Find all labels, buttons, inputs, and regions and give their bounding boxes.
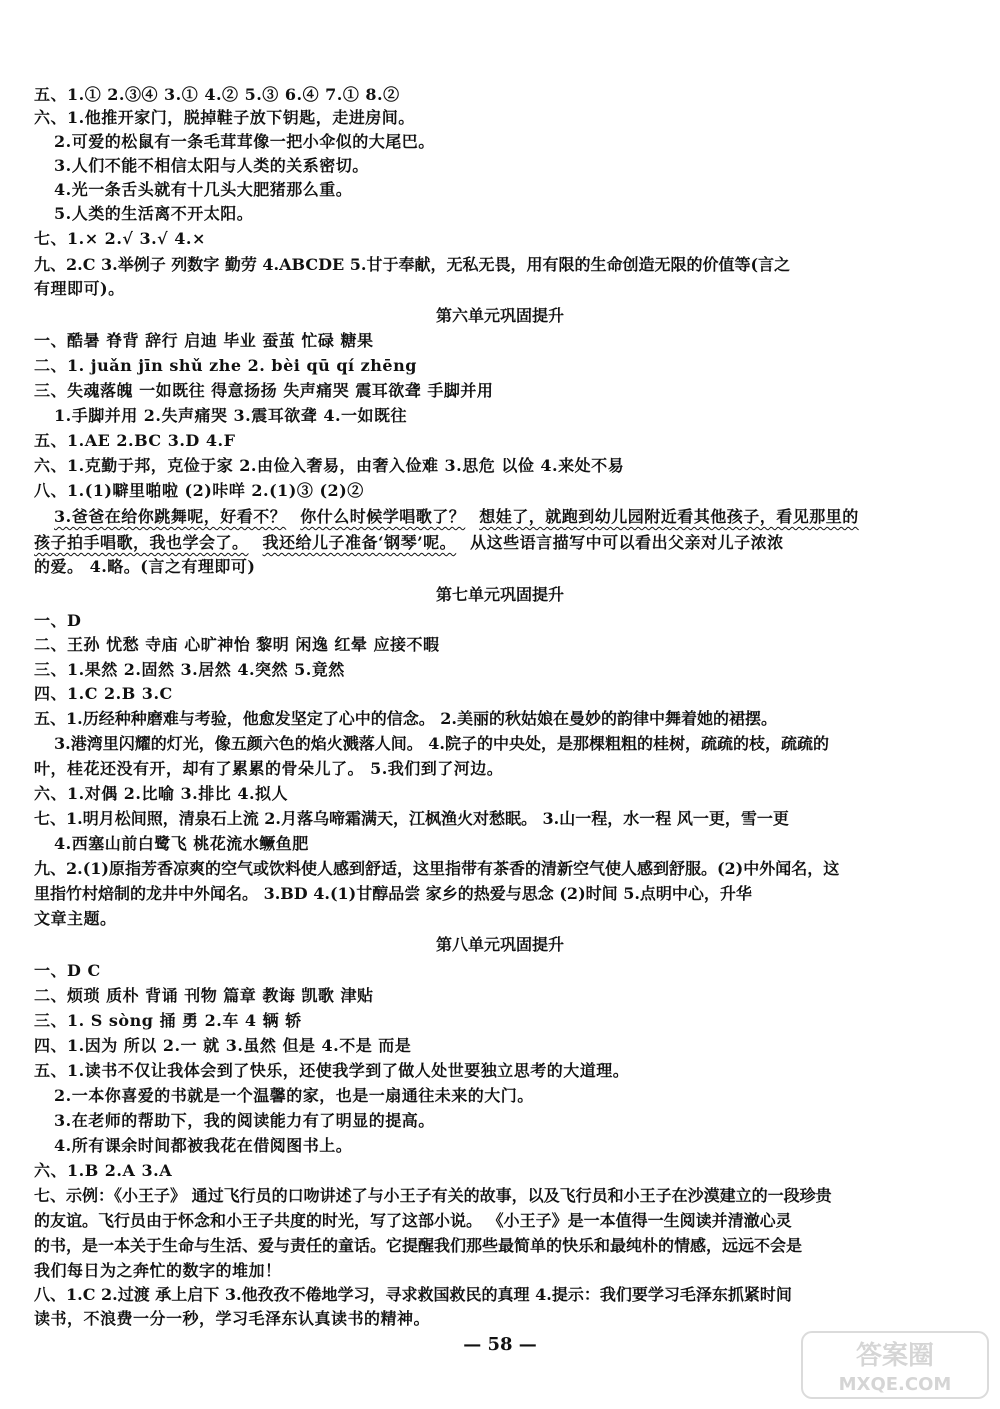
answer-line: 4.光一条舌头就有十几头大肥猪那么重。 <box>54 180 353 199</box>
answer-line: 一、D C <box>34 961 101 980</box>
page-number: — 58 — <box>463 1334 537 1355</box>
answer-line: 的友谊。飞行员由于怀念和小王子共度的时光，写了这部小说。 《小王子》是一本值得一生阅读并清澈心灵 <box>34 1211 792 1230</box>
answer-line: 里指竹村焙制的龙井中外闻名。 3.BD 4.(1)甘醇品尝 家乡的热爱与思念 (2)时间 5.点明中心，升华 <box>34 884 752 903</box>
answer-line: 的书，是一本关于生命与生活、爱与责任的童话。它提醒我们那些最简单的快乐和最纯朴的情感，远远不会是 <box>34 1236 803 1255</box>
underlined-quote: 孩子拍手唱歌，我也学会了。 <box>34 533 249 552</box>
underlined-quote: 3.爸爸在给你跳舞呢，好看不？ <box>54 507 287 526</box>
underlined-quote: 想娃了，就跑到幼儿园附近看其他孩子，看见那里的 <box>479 507 859 526</box>
answer-line: 5.人类的生活离不开太阳。 <box>54 204 254 223</box>
answer-line: 3.港湾里闪耀的灯光，像五颜六色的焰火溅落人间。 4.院子的中央处，是那棵粗粗的桂树，疏疏的枝，疏疏的 <box>54 734 829 753</box>
section-heading-unit6: 第六单元巩固提升 <box>435 306 564 325</box>
answer-line: 2.可爱的松鼠有一条毛茸茸像一把小伞似的大尾巴。 <box>54 132 435 151</box>
answer-line: 三、1.果然 2.固然 3.居然 4.突然 5.竟然 <box>34 660 345 679</box>
answer-line: 二、1. juǎn jīn shǔ zhe 2. bèi qū qí zhēng <box>34 356 417 375</box>
answer-line: 七、示例：《小王子》 通过飞行员的口吻讲述了与小王子有关的故事，以及飞行员和小王子在沙漠建立的一段珍贵 <box>34 1186 832 1205</box>
watermark-title: 答案圈 <box>855 1341 935 1371</box>
answer-line: 2.一本你喜爱的书就是一个温馨的家，也是一扇通往未来的大门。 <box>54 1086 534 1105</box>
watermark-logo <box>800 1330 990 1400</box>
answer-line: 七、1.明月松间照，清泉石上流 2.月落乌啼霜满天，江枫渔火对愁眠。 3.山一程，水一程 风一更，雪一更 <box>34 809 789 828</box>
answer-line: 九、2.C 3.举例子 列数字 勤劳 4.ABCDE 5.甘于奉献，无私无畏，用有限的生命创造无限的价值等(言之 <box>34 255 791 274</box>
answer-line: 六、1.对偶 2.比喻 3.排比 4.拟人 <box>34 784 289 803</box>
underlined-quote: 你什么时候学唱歌了？ <box>300 507 466 526</box>
answer-line: 我们每日为之奔忙的数字的堆加！ <box>34 1261 282 1280</box>
answer-text: 从这些语言描写中可以看出父亲对儿子浓浓 <box>470 533 784 552</box>
answer-line: 一、酷暑 脊背 辞行 启迪 毕业 蚕茧 忙碌 糖果 <box>34 331 374 350</box>
answer-line <box>34 532 784 554</box>
answer-line: 文章主题。 <box>34 909 117 928</box>
answer-line: 五、1.AE 2.BC 3.D 4.F <box>34 431 236 450</box>
watermark-domain: MXQE.COM <box>838 1374 952 1395</box>
answer-line: 八、1.(1)噼里啪啦 (2)咔咩 2.(1)③ (2)② <box>34 481 364 500</box>
answer-line <box>54 506 859 528</box>
answer-line: 二、王孙 忧愁 寺庙 心旷神怡 黎明 闲逸 红晕 应接不暇 <box>34 635 440 654</box>
answer-line: 八、1.C 2.过渡 承上启下 3.他孜孜不倦地学习，寻求救国救民的真理 4.提示：我们要学习毛泽东抓紧时间 <box>34 1285 792 1304</box>
answer-line: 七、1.× 2.√ 3.√ 4.× <box>34 229 206 248</box>
answer-line: 有理即可)。 <box>34 279 125 298</box>
answer-line: 九、2.(1)原指芳香凉爽的空气或饮料使人感到舒适，这里指带有茶香的清新空气使人感到舒服。(2)中外闻名，这 <box>34 859 840 878</box>
answer-line: 读书，不浪费一分一秒，学习毛泽东认真读书的精神。 <box>34 1309 431 1328</box>
answer-line: 五、1.读书不仅让我体会到了快乐，还使我学到了做人处世要独立思考的大道理。 <box>34 1061 630 1080</box>
answer-line: 1.手脚并用 2.失声痛哭 3.震耳欲聋 4.一如既往 <box>54 406 408 425</box>
answer-line: 四、1.因为 所以 2.一 就 3.虽然 但是 4.不是 而是 <box>34 1036 412 1055</box>
answer-line: 4.西塞山前白鹭飞 桃花流水鳜鱼肥 <box>54 834 309 853</box>
answer-line: 六、1.B 2.A 3.A <box>34 1161 173 1180</box>
answer-line: 3.人们不能不相信太阳与人类的关系密切。 <box>54 156 369 175</box>
answer-line: 四、1.C 2.B 3.C <box>34 684 173 703</box>
answer-line: 一、D <box>34 611 82 630</box>
answer-line: 二、烦琐 质朴 背诵 刊物 篇章 教诲 凯歌 津贴 <box>34 986 374 1005</box>
answer-line: 五、1.历经种种磨难与考验，他愈发坚定了心中的信念。 2.美丽的秋姑娘在曼妙的韵律中舞着她的裙摆。 <box>34 709 777 728</box>
underlined-quote: 我还给儿子准备‘钢琴’呢。 <box>262 533 457 552</box>
answer-line: 六、1.克勤于邦，克俭于家 2.由俭入奢易，由奢入俭难 3.思危 以俭 4.来处不易 <box>34 456 625 475</box>
section-heading-unit7: 第七单元巩固提升 <box>435 585 564 604</box>
answer-line: 的爱。 4.略。(言之有理即可) <box>34 557 256 576</box>
section-heading-unit8: 第八单元巩固提升 <box>435 935 564 954</box>
answer-line: 3.在老师的帮助下，我的阅读能力有了明显的提高。 <box>54 1111 435 1130</box>
answer-line: 4.所有课余时间都被我花在借阅图书上。 <box>54 1136 353 1155</box>
answer-line: 五、1.① 2.③④ 3.① 4.② 5.③ 6.④ 7.① 8.② <box>34 85 400 104</box>
answer-line: 三、失魂落魄 一如既往 得意扬扬 失声痛哭 震耳欲聋 手脚并用 <box>34 381 494 400</box>
answer-line: 六、1.他推开家门，脱掉鞋子放下钥匙，走进房间。 <box>34 108 415 127</box>
answer-line: 三、1. S sòng 捅 勇 2.车 4 辆 轿 <box>34 1011 302 1030</box>
answer-line: 叶，桂花还没有开，却有了累累的骨朵儿了。 5.我们到了河边。 <box>34 759 504 778</box>
